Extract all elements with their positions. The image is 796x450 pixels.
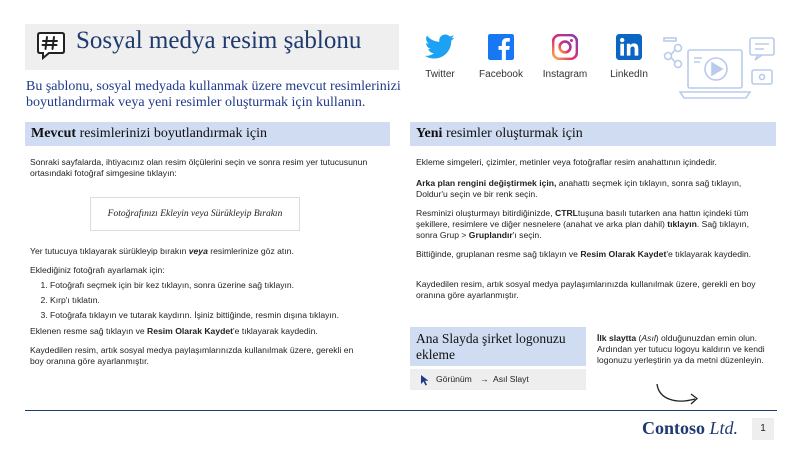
social-label: Twitter xyxy=(425,69,455,80)
social-facebook xyxy=(466,34,536,80)
facebook-icon xyxy=(488,34,514,60)
right-p3-g: 'ı seçin. xyxy=(512,230,542,240)
left-p4 xyxy=(30,326,375,337)
social-linkedin xyxy=(594,34,664,80)
social-label: Facebook xyxy=(479,69,523,80)
nav-arrow: → xyxy=(480,374,489,384)
linkedin-icon xyxy=(616,34,642,60)
left-p4-pre: Eklenen resme sağ tıklayın ve xyxy=(30,326,148,336)
right-p3-f: Gruplandır xyxy=(468,230,513,240)
left-p5: Kaydedilen resim, artık sosyal medya paylaşımlarınızda kullanılmak üzere, gerekli en boy oranına göre ayarlanmıştır. xyxy=(30,345,354,366)
right-p3-e: . Sağ tıklayın, sonra Grup > xyxy=(416,219,749,240)
curved-arrow-icon xyxy=(655,382,715,412)
section-header-rest: resimler oluşturmak için xyxy=(442,126,583,141)
cursor-icon xyxy=(420,374,430,386)
step-item: 3. Fotoğrafa tıklayın ve tutarak kaydırın. İşiniz bittiğinde, resmin dışına tıklayın. xyxy=(50,310,375,321)
laptop-social-illustration-icon xyxy=(658,36,778,116)
nav-path xyxy=(410,369,586,390)
left-steps xyxy=(30,280,375,325)
section-header-bold: Mevcut xyxy=(31,126,77,141)
logo-note-italic: Asıl xyxy=(641,333,656,343)
right-p4-post: 'e tıklayarak kaydedin. xyxy=(666,249,752,259)
right-p4-pre: Bittiğinde, gruplanan resme sağ tıklayın ve xyxy=(416,249,581,259)
right-p3-b: CTRL xyxy=(554,208,578,218)
right-p2-post: anahattı seçmek için tıklayın, sonra sağ tıklayın, Doldur'u seçin ve bir renk seçin. xyxy=(416,178,742,199)
intro-text: Bu şablonu, sosyal medyada kullanmak üzere mevcut resimlerinizi boyutlandırmak veya yeni resimler oluşturmak için kullanın. xyxy=(26,79,401,110)
page-number: 1 xyxy=(752,418,774,440)
nav-path-to: Asıl Slayt xyxy=(493,374,529,384)
section-header-existing xyxy=(25,122,390,146)
right-p3-c: tuşuna basılı tutarken ana hattın içindeki tüm şekillere, resimlere ve diğer nesnelere (anahat ve arka plan dahil) xyxy=(416,208,749,229)
section-header-bold: Yeni xyxy=(416,126,443,141)
step-item: 2. Kırp'ı tıklatın. xyxy=(50,295,375,306)
instagram-icon xyxy=(552,34,578,60)
social-label: Instagram xyxy=(542,69,588,80)
left-p2-post: resimlerinize göz atın. xyxy=(207,246,294,256)
nav-path-from: Görünüm xyxy=(436,374,472,384)
twitter-icon xyxy=(425,34,455,60)
social-twitter xyxy=(405,34,475,80)
right-p3-d: tıklayın xyxy=(667,219,697,229)
right-p1: Ekleme simgeleri, çizimler, metinler veya fotoğraflar resim anahattının içindedir. xyxy=(416,157,717,167)
left-p2-bold: veya xyxy=(188,246,208,256)
left-p2-pre: Yer tutucuya tıklayarak sürükleyip bırakın xyxy=(30,246,189,256)
logo-note xyxy=(597,333,773,366)
right-p2-bold: Arka plan rengini değiştirmek için, xyxy=(416,178,557,188)
section-header-rest: resimlerinizi boyutlandırmak için xyxy=(76,126,267,141)
social-instagram xyxy=(530,34,600,80)
left-p2 xyxy=(30,246,375,257)
page-title: Sosyal medya resim şablonu xyxy=(76,27,362,54)
photo-placeholder[interactable]: Fotoğrafınızı Ekleyin veya Sürükleyip Bırakın xyxy=(90,197,300,231)
right-p4-bold: Resim Olarak Kaydet xyxy=(580,249,667,259)
left-p4-bold: Resim Olarak Kaydet xyxy=(147,326,234,336)
left-p4-post: 'e tıklayarak kaydedin. xyxy=(233,326,318,336)
footer-divider xyxy=(25,410,777,411)
hashtag-chat-icon xyxy=(36,30,66,60)
right-p3 xyxy=(416,208,768,241)
right-p5: Kaydedilen resim, artık sosyal medya paylaşımlarınızda kullanılmak üzere, gerekli en boy oranına göre ayarlanmıştır. xyxy=(416,279,756,300)
right-p4 xyxy=(416,249,768,260)
social-label: LinkedIn xyxy=(610,69,648,80)
step-item: 1. Fotoğrafı seçmek için bir kez tıklayın, sonra üzerine sağ tıklayın. xyxy=(50,280,375,291)
logo-note-rest: ) olduğunuzdan emin olun. Ardından yer tutucu logoyu kaldırın ve kendi logonuzu yerleştirin ya da metni düzenleyin. xyxy=(597,333,765,365)
right-p2 xyxy=(416,178,768,200)
company-suffix: Ltd. xyxy=(705,418,739,438)
right-p3-a: Resminizi oluşturmayı bitirdiğinizde, xyxy=(416,208,555,218)
logo-note-paren: ( xyxy=(636,333,642,343)
company-name: Contoso xyxy=(642,418,706,438)
logo-note-bold: İlk slaytta xyxy=(597,333,637,343)
company-logo xyxy=(642,418,738,439)
left-p1: Sonraki sayfalarda, ihtiyacınız olan resim ölçülerini seçin ve sonra resim yer tutucusunun ortasındaki fotoğraf simgesine tıklayın: xyxy=(30,157,368,178)
section-header-new xyxy=(410,122,776,146)
logo-section-header: Ana Slayda şirket logonuzu ekleme xyxy=(410,327,586,366)
left-p3: Eklediğiniz fotoğrafı ayarlamak için: xyxy=(30,265,165,275)
